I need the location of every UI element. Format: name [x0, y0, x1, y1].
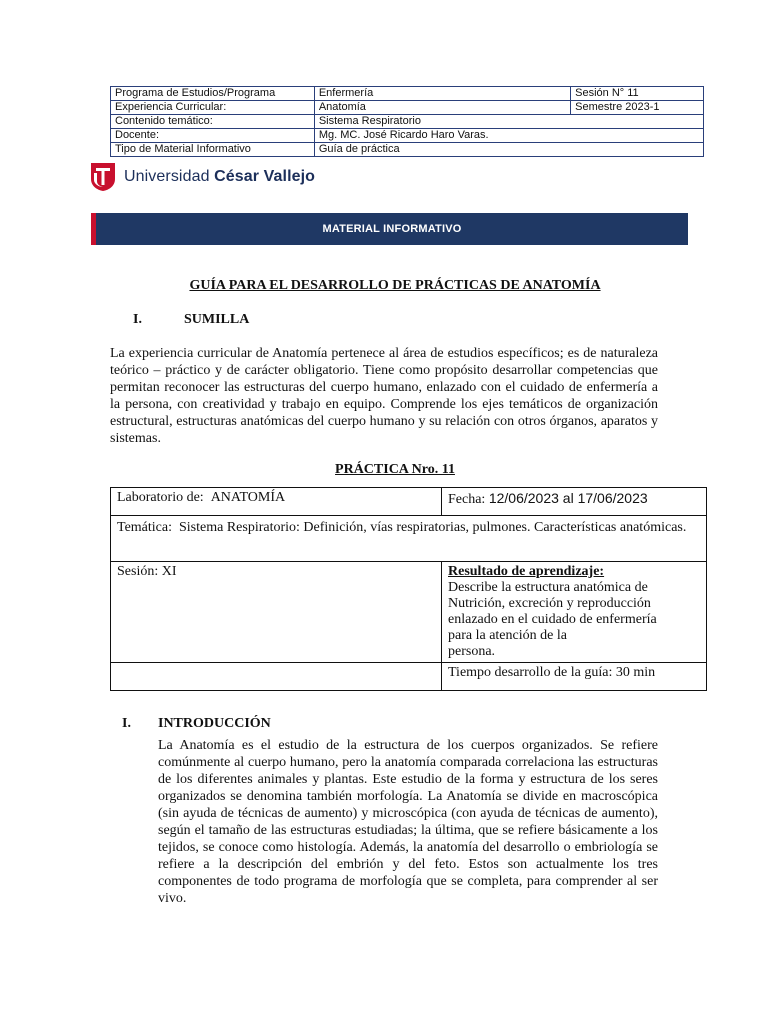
- introduccion-heading: INTRODUCCIÓN: [158, 716, 271, 731]
- resultado-line: persona.: [448, 644, 496, 659]
- introduccion-text: La Anatomía es el estudio de la estructura de los cuerpos organizados. Se refiere comúnmente al cuerpo humano, pero la anatomía comparada correlaciona las estructuras de los diferentes animales y plantas. Este estudio de la forma y estructura de los seres organizados se denomina también morfología. La Anatomía se divide en macroscópica (sin ayuda de técnicas de aumento) y microscópica (con ayuda de técnicas de aumento), según el tamaño de las estructuras estudiadas; la última, que se refiere básicamente a los tejidos, se conoce como histología. Además, la anatomía del desarrollo o embriología se refiere a la descripción del embrión y del feto. Estos son actualmente los tres componentes de todo programa de morfología que se completa, para comprender al ser vivo.: [158, 738, 658, 906]
- practica-table: [110, 487, 707, 691]
- sesion-cell: [111, 562, 442, 663]
- info-row: [111, 101, 704, 115]
- info-cell: Semestre 2023-1: [571, 101, 704, 115]
- info-row: [111, 115, 704, 129]
- tematica-value: Sistema Respiratorio: Definición, vías respiratorias, pulmones. Características anatómicas.: [179, 520, 687, 535]
- info-cell: Mg. MC. José Ricardo Haro Varas.: [314, 129, 703, 143]
- table-row: [111, 516, 707, 562]
- info-row: [111, 129, 704, 143]
- info-cell: Docente:: [111, 129, 315, 143]
- fecha-cell: [442, 488, 707, 516]
- sesion-value: XI: [161, 564, 177, 579]
- resultado-line: Nutrición, excreción y reproducción: [448, 596, 651, 611]
- university-shield-icon: [91, 163, 115, 191]
- banner-label: MATERIAL INFORMATIVO: [322, 223, 462, 235]
- laboratorio-value: ANATOMÍA: [210, 490, 286, 505]
- empty-cell: [111, 663, 442, 691]
- info-row: [111, 143, 704, 157]
- course-info-table: [110, 86, 704, 157]
- laboratorio-cell: [111, 488, 442, 516]
- resultado-label: Resultado de aprendizaje:: [448, 564, 605, 579]
- university-name: [124, 168, 315, 186]
- introduccion-numeral: I.: [122, 716, 131, 731]
- resultado-line: Describe la estructura anatómica de: [448, 580, 648, 595]
- info-row: [111, 87, 704, 101]
- table-row: [111, 488, 707, 516]
- resultado-cell: [442, 562, 707, 663]
- tiempo-cell: Tiempo desarrollo de la guía: 30 min: [442, 663, 707, 691]
- info-cell: Tipo de Material Informativo: [111, 143, 315, 157]
- laboratorio-label: Laboratorio de:: [117, 490, 204, 505]
- fecha-label: Fecha:: [448, 492, 486, 507]
- university-logo: [91, 163, 315, 191]
- page-title: GUÍA PARA EL DESARROLLO DE PRÁCTICAS DE ANATOMÍA: [189, 278, 601, 293]
- info-cell: Enfermería: [314, 87, 570, 101]
- table-row: [111, 562, 707, 663]
- table-row: [111, 663, 707, 691]
- sumilla-numeral: I.: [133, 312, 142, 327]
- resultado-line: para la atención de la: [448, 628, 567, 643]
- university-name-regular: Universidad: [124, 168, 215, 185]
- material-banner: [91, 213, 688, 245]
- info-cell: Guía de práctica: [314, 143, 703, 157]
- info-cell: Contenido temático:: [111, 115, 315, 129]
- sumilla-text: La experiencia curricular de Anatomía pertenece al área de estudios específicos; es de naturaleza teórico – práctico y de carácter obligatorio. Tiene como propósito desarrollar competencias que permitan reconocer las estructuras del cuerpo humano, enlazado con el cuidado de enfermería a la persona, con creatividad y trabajo en equipo. Comprende los ejes temáticos de organización estructural, estructuras anatómicas del cuerpo humano y su relación con otros órganos, aparatos y sistemas.: [110, 346, 658, 446]
- info-cell: Programa de Estudios/Programa: [111, 87, 315, 101]
- resultado-line: enlazado en el cuidado de enfermería: [448, 612, 657, 627]
- practica-heading: PRÁCTICA Nro. 11: [335, 462, 455, 477]
- university-name-bold: César Vallejo: [214, 168, 316, 185]
- info-cell: Anatomía: [314, 101, 570, 115]
- info-cell: Experiencia Curricular:: [111, 101, 315, 115]
- fecha-value: 12/06/2023 al 17/06/2023: [488, 490, 648, 506]
- info-cell: Sesión N° 11: [571, 87, 704, 101]
- sesion-label: Sesión:: [117, 564, 159, 579]
- sumilla-heading: SUMILLA: [184, 312, 250, 327]
- info-cell: Sistema Respiratorio: [314, 115, 703, 129]
- tematica-label: Temática:: [117, 520, 172, 535]
- tematica-cell: [111, 516, 707, 562]
